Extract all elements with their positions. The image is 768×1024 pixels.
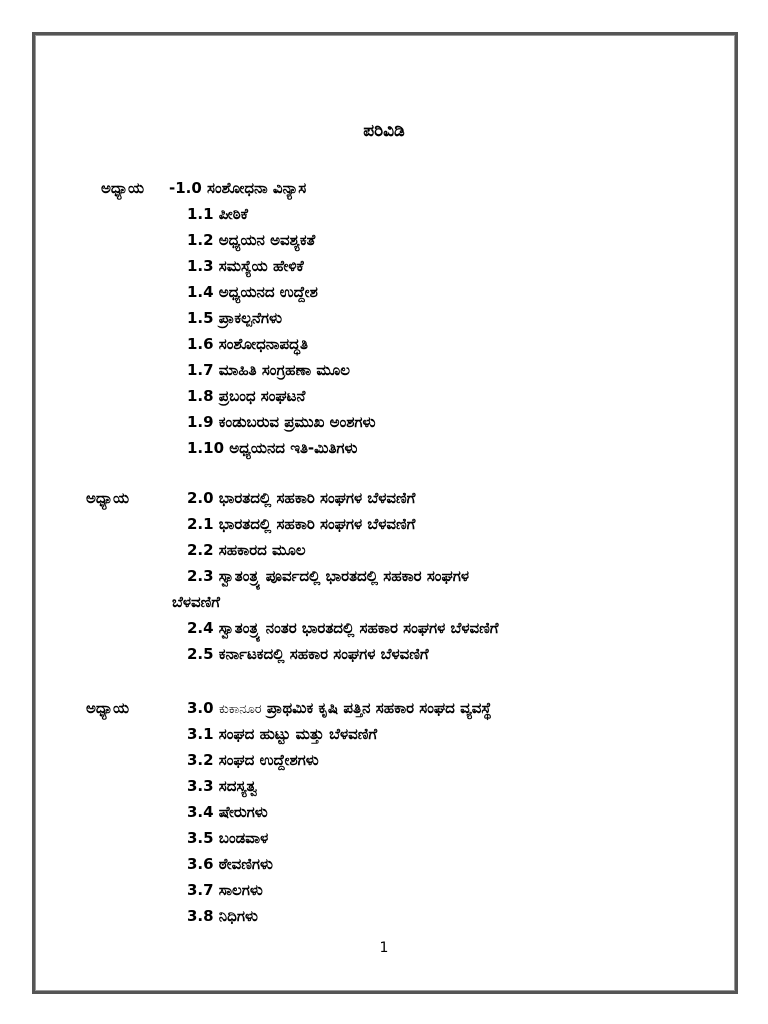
chapter3-heading-text: ಪ್ರಾಥಮಿಕ ಕೃಷಿ ಪತ್ತಿನ ಸಹಕಾರ ಸಂಘದ ವ್ಯವಸ್ಥೆ bbox=[266, 699, 492, 717]
toc-item: 2.4 ಸ್ವಾತಂತ್ರ್ಯ ನಂತರ ಭಾರತದಲ್ಲಿ ಸಹಕಾರ ಸಂಘಗಳ ಬೆಳವಣಿಗೆ bbox=[187, 619, 499, 637]
toc-item: 1.6 ಸಂಶೋಧನಾಪದ್ಧತಿ bbox=[187, 335, 308, 353]
toc-item: 1.4 ಅಧ್ಯಯನದ ಉದ್ದೇಶ bbox=[187, 283, 318, 301]
chapter2-heading: 2.0 ಭಾರತದಲ್ಲಿ ಸಹಕಾರಿ ಸಂಘಗಳ ಬೆಳವಣಿಗೆ bbox=[187, 489, 416, 507]
toc-item: 2.2 ಸಹಕಾರದ ಮೂಲ bbox=[187, 541, 306, 559]
chapter3-heading bbox=[187, 698, 492, 720]
toc-item: 3.3 ಸದಸ್ಯತ್ವ bbox=[187, 777, 258, 795]
toc-item: 1.2 ಅಧ್ಯಯನ ಅವಶ್ಯಕತೆ bbox=[187, 231, 316, 249]
toc-item: 3.2 ಸಂಘದ ಉದ್ದೇಶಗಳು bbox=[187, 751, 319, 769]
toc-item: 3.8 ನಿಧಿಗಳು bbox=[187, 907, 258, 925]
toc-item-continuation: ಬೆಳವಣಿಗೆ bbox=[172, 593, 220, 611]
chapter1-label: ಅಧ್ಯಾಯ bbox=[101, 179, 145, 197]
chapter3-heading-place: ಕುಕಾನೂರ bbox=[218, 702, 262, 717]
toc-item: 1.9 ಕಂಡುಬರುವ ಪ್ರಮುಖ ಅಂಶಗಳು bbox=[187, 413, 376, 431]
toc-item: 1.3 ಸಮಸ್ಯೆಯ ಹೇಳಿಕೆ bbox=[187, 257, 304, 275]
toc-item: 3.7 ಸಾಲಗಳು bbox=[187, 881, 263, 899]
chapter1-heading: -1.0 ಸಂಶೋಧನಾ ವಿನ್ಯಾಸ bbox=[169, 179, 307, 197]
toc-item: 1.7 ಮಾಹಿತಿ ಸಂಗ್ರಹಣಾ ಮೂಲ bbox=[187, 361, 350, 379]
toc-item: 3.6 ಠೇವಣಿಗಳು bbox=[187, 855, 273, 873]
toc-item: 2.5 ಕರ್ನಾಟಕದಲ್ಲಿ ಸಹಕಾರ ಸಂಘಗಳ ಬೆಳವಣಿಗೆ bbox=[187, 645, 429, 663]
toc-item: 2.3 ಸ್ವಾತಂತ್ರ್ಯ ಪೂರ್ವದಲ್ಲಿ ಭಾರತದಲ್ಲಿ ಸಹಕಾರ ಸಂಘಗಳ bbox=[187, 567, 469, 585]
toc-item: 3.1 ಸಂಘದ ಹುಟ್ಟು ಮತ್ತು ಬೆಳವಣಿಗೆ bbox=[187, 725, 378, 743]
toc-item: 1.5 ಪ್ರಾಕಲ್ಪನೆಗಳು bbox=[187, 309, 282, 327]
chapter3-heading-number: 3.0 bbox=[187, 699, 214, 717]
toc-item: 3.5 ಬಂಡವಾಳ bbox=[187, 829, 269, 847]
chapter2-label: ಅಧ್ಯಾಯ bbox=[86, 489, 130, 507]
page-title: ಪರಿವಿಡಿ bbox=[363, 121, 405, 141]
toc-item: 3.4 ಷೇರುಗಳು bbox=[187, 803, 268, 821]
page-border bbox=[32, 32, 738, 994]
page-number: 1 bbox=[379, 940, 389, 956]
toc-item: 2.1 ಭಾರತದಲ್ಲಿ ಸಹಕಾರಿ ಸಂಘಗಳ ಬೆಳವಣಿಗೆ bbox=[187, 515, 416, 533]
toc-item: 1.10 ಅಧ್ಯಯನದ ಇತಿ-ಮಿತಿಗಳು bbox=[187, 439, 358, 457]
toc-item: 1.1 ಪೀಠಿಕೆ bbox=[187, 205, 248, 223]
chapter3-label: ಅಧ್ಯಾಯ bbox=[86, 699, 130, 717]
toc-item: 1.8 ಪ್ರಬಂಧ ಸಂಘಟನೆ bbox=[187, 387, 306, 405]
